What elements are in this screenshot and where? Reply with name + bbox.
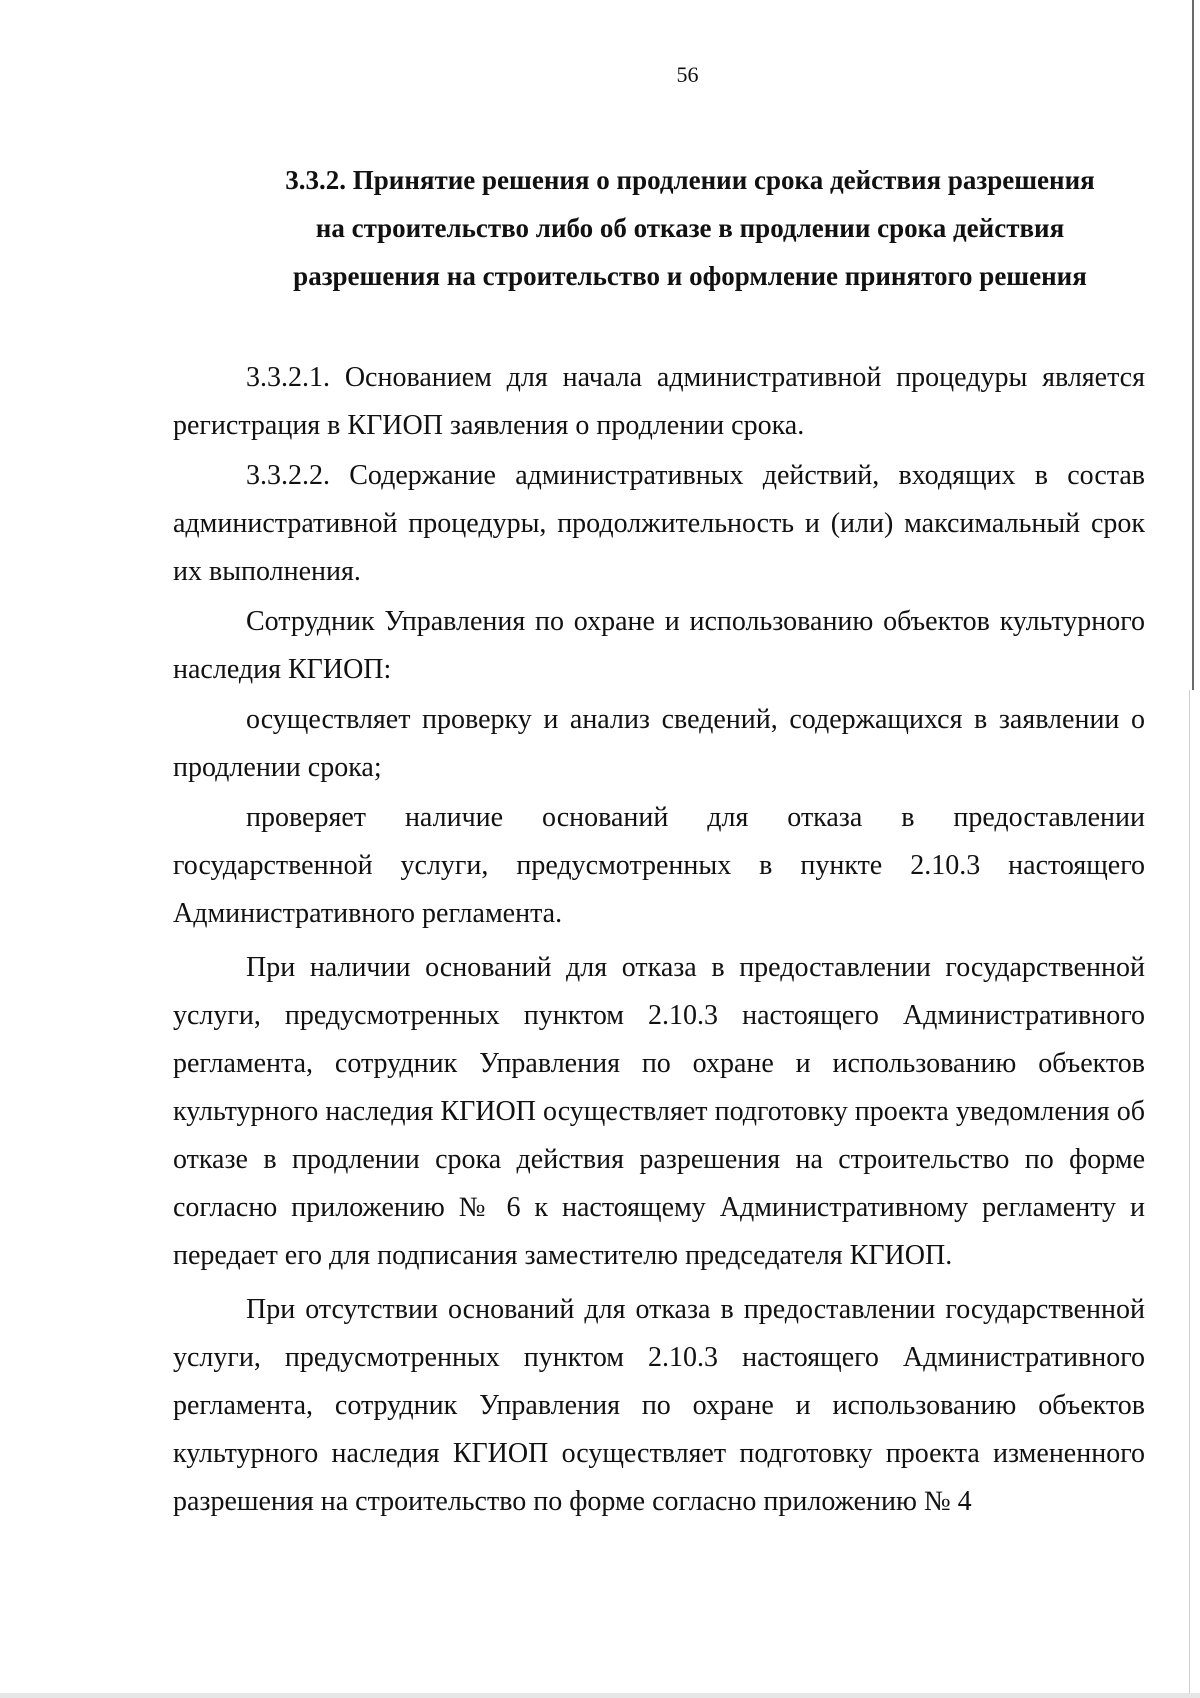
document-body [173, 354, 1145, 1526]
heading-line: разрешения на строительство и оформление принятого решения [293, 261, 1087, 291]
paragraph: 3.3.2.2. Содержание административных действий, входящих в состав административной процедуры, продолжительность и (или) максимальный срок их выполнения. [173, 460, 1145, 587]
scan-bottom-edge [0, 1693, 1200, 1698]
heading-line: 3.3.2. Принятие решения о продлении срока действия разрешения [285, 165, 1095, 195]
page-number: 56 [676, 62, 699, 87]
scan-edge-line [1192, 0, 1194, 690]
paragraph: проверяет наличие оснований для отказа в предоставлении государственной услуги, предусмотренных в пункте 2.10.3 настоящего Административного регламента. [173, 802, 1145, 929]
paragraph: При наличии оснований для отказа в предоставлении государственной услуги, предусмотренных пунктом 2.10.3 настоящего Административного регламента, сотрудник Управления по охране и использованию объектов культурного наследия КГИОП осуществляет подготовку проекта уведомления об отказе в продлении срока действия разрешения на строительство по форме согласно приложению № 6 к настоящему Административному регламенту и передает его для подписания заместителю председателя КГИОП. [173, 952, 1145, 1271]
paragraph: 3.3.2.1. Основанием для начала административной процедуры является регистрация в КГИОП заявления о продлении срока. [173, 362, 1145, 441]
paragraph: осуществляет проверку и анализ сведений, содержащихся в заявлении о продлении срока; [173, 704, 1145, 783]
paragraph: Сотрудник Управления по охране и использованию объектов культурного наследия КГИОП: [173, 606, 1145, 685]
scan-edge-line-lower [1189, 690, 1190, 1698]
heading-line: на строительство либо об отказе в продлении срока действия [315, 213, 1065, 243]
paragraph: При отсутствии оснований для отказа в предоставлении государственной услуги, предусмотренных пунктом 2.10.3 настоящего Административного регламента, сотрудник Управления по охране и использованию объектов культурного наследия КГИОП осуществляет подготовку проекта измененного разрешения на строительство по форме согласно приложению № 4 [173, 1294, 1145, 1517]
section-heading [230, 156, 1150, 300]
